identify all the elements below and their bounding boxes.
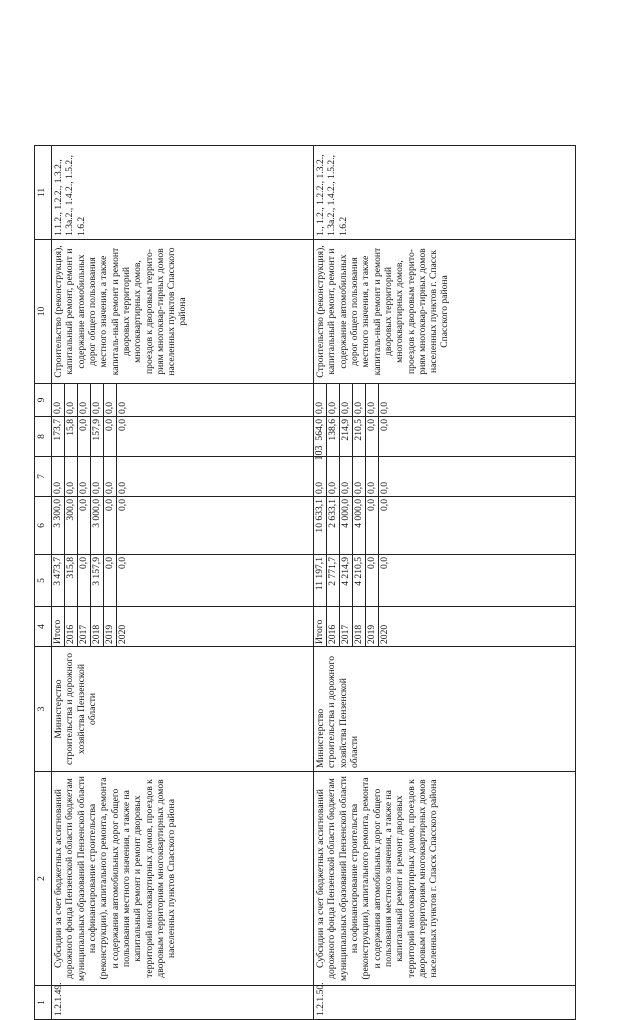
expected-result: Строительство (реконструкция), капитальный ремонт, ремонт и содержание автомобильных дорог общего пользования местного значения, а также капиталь-ный ремонт и ремонт дворовых территорий многоквартирных домов, проездов к дворовым террито-риям многоквар-тирных домов населенных пунктов г. Спасск Спасского района — [314, 240, 576, 384]
col9-value: 0,0 — [366, 384, 379, 416]
col7-value: 0,0 — [104, 457, 117, 496]
col9-value: 0,0 — [117, 402, 128, 414]
column-header: 1 — [35, 986, 52, 1020]
year-label: Итого — [52, 607, 65, 646]
column-header: 7 — [35, 457, 52, 497]
total-value: 0,0 — [366, 555, 379, 606]
col8-value: 0,0 — [117, 419, 128, 431]
col8-value: 564,0 — [314, 417, 327, 456]
col9-value: 0,0 — [379, 402, 390, 414]
col9-value: 0,0 — [65, 384, 78, 416]
col7-value: 0,0 — [353, 457, 366, 496]
column-header: 11 — [35, 146, 52, 240]
page-number: 103 — [314, 445, 325, 461]
col8-value: 0,0 — [366, 417, 379, 456]
col6-value: 0,0 — [117, 499, 128, 511]
activity-code: 1.2.1.49. — [52, 986, 314, 1020]
col6-value: 2 633,1 — [327, 497, 340, 554]
col7-value: 0,0 — [117, 482, 128, 494]
total-value: 315,8 — [65, 555, 78, 606]
column-header: 3 — [35, 647, 52, 772]
year-label: 2018 — [91, 607, 104, 646]
year-label: 2019 — [104, 607, 117, 646]
col6-value: 0,0 — [366, 497, 379, 554]
year-label: 2018 — [353, 607, 366, 646]
rotated-table-sheet — [34, 146, 578, 1020]
activity-description: Субсидии за счет бюджетных ассигнований дорожного фонда Пензенской области бюджетам муниципальных образований Пензенской области на софинансирование строительства (реконструкции), капитального ремонта, ремонта и содержания автомобильных дорог общего пользования местного значения, а также на капитальный ремонт и ремонт дворовых территорий многоквартирных домов, проездов к дворовым территориям многоквартирных домов населенных пунктов г. Спасск Спасского района — [314, 772, 576, 986]
col9-value: 0,0 — [327, 384, 340, 416]
col6-cell — [52, 497, 314, 555]
col7-cell — [52, 457, 314, 497]
col9-value: 0,0 — [52, 384, 65, 416]
col9-value: 0,0 — [353, 384, 366, 416]
col9-value: 0,0 — [340, 384, 353, 416]
table-row — [52, 146, 314, 1020]
column-header: 10 — [35, 240, 52, 384]
col7-value: 0,0 — [340, 457, 353, 496]
total-value: 2 771,7 — [327, 555, 340, 606]
year-label: 2016 — [327, 607, 340, 646]
years-cell — [52, 607, 314, 647]
table-row — [314, 146, 576, 1020]
col9-value: 0,0 — [104, 384, 117, 416]
col8-value: 0,0 — [379, 419, 390, 431]
executor-name: Министерство строительства и дорожного хозяйства Пензенской области — [52, 647, 314, 772]
year-label: 2020 — [379, 624, 390, 644]
col8-value: 214,9 — [340, 417, 353, 456]
column-header: 4 — [35, 607, 52, 647]
total-value: 0,0 — [117, 557, 128, 569]
total-value: 4 210,5 — [353, 555, 366, 606]
col9-cell — [314, 384, 576, 417]
col8-value: 0,0 — [78, 417, 91, 456]
col8-value: 15,8 — [65, 417, 78, 456]
expected-result: Строительство (реконструкция), капитальный ремонт, ремонт и содержание автомобильных дорог общего пользования местного значения, а также капиталь-ный ремонт и ремонт дворовых территорий многоквартирных домов, проездов к дворовым террито-риям многоквар-тирных домов населенных пунктов Спасского района — [52, 240, 314, 384]
col8-cell — [314, 417, 576, 457]
indicator-numbers: 1.1.2., 1.2.2., 1.3.2., 1.3а.2., 1.4.2., 1.5.2., 1.6.2 — [52, 146, 314, 240]
col7-value: 0,0 — [52, 457, 65, 496]
activity-code: 1.2.1.50. — [314, 986, 576, 1020]
col7-value: 0,0 — [366, 457, 379, 496]
total-value: 11 197,1 — [314, 555, 327, 606]
total-cell — [52, 555, 314, 607]
year-label: 2020 — [117, 624, 128, 644]
year-label: 2016 — [65, 607, 78, 646]
program-activities-table — [34, 145, 576, 1020]
col6-value: 3 000,0 — [91, 497, 104, 554]
col7-value: 0,0 — [91, 457, 104, 496]
total-value: 0,0 — [78, 555, 91, 606]
column-header: 9 — [35, 384, 52, 417]
year-label: Итого — [314, 607, 327, 646]
col6-value: 0,0 — [104, 497, 117, 554]
executor-name: Министерство строительства и дорожного хозяйства Пензенской области — [314, 647, 576, 772]
year-label: 2017 — [340, 607, 353, 646]
col8-value: 0,0 — [104, 417, 117, 456]
col9-value: 0,0 — [78, 384, 91, 416]
col6-value: 10 633,1 — [314, 497, 327, 554]
column-header: 6 — [35, 497, 52, 555]
col9-cell — [52, 384, 314, 417]
column-number-row — [35, 146, 52, 1020]
years-cell — [314, 607, 576, 647]
total-value: 3 157,9 — [91, 555, 104, 606]
column-header: 5 — [35, 555, 52, 607]
col8-value: 210,5 — [353, 417, 366, 456]
total-value: 0,0 — [379, 557, 390, 569]
col6-value: 4 000,0 — [353, 497, 366, 554]
col8-cell — [52, 417, 314, 457]
column-header: 2 — [35, 772, 52, 986]
year-label: 2017 — [78, 607, 91, 646]
col7-value: 0,0 — [65, 457, 78, 496]
indicator-numbers: 1., 1.2., 1.2.2., 1.3.2., 1.3а.2., 1.4.2., 1.5.2., 1.6.2 — [314, 146, 576, 240]
col9-value: 0,0 — [314, 384, 327, 416]
year-label: 2019 — [366, 607, 379, 646]
total-value: 4 214,9 — [340, 555, 353, 606]
col6-value: 300,0 — [65, 497, 78, 554]
col8-value: 138,6 — [327, 417, 340, 456]
col9-value: 0,0 — [91, 384, 104, 416]
column-header: 8 — [35, 417, 52, 457]
col6-value: 3 300,0 — [52, 497, 65, 554]
col6-value: 0,0 — [78, 497, 91, 554]
col6-cell — [314, 497, 576, 555]
col7-value: 0,0 — [78, 457, 91, 496]
col6-value: 0,0 — [379, 499, 390, 511]
activity-description: Субсидии за счет бюджетных ассигнований дорожного фонда Пензенской области бюджетам муниципальных образований Пензенской области на софинансирование строительства (реконструкции), капитального ремонта, ремонта и содержания автомобильных дорог общего пользования местного значения, а также на капитальный ремонт и ремонт дворовых территорий многоквартирных домов, проездов к дворовым территориям многоквартирных домов населенных пунктов Спасского района — [52, 772, 314, 986]
col6-value: 4 000,0 — [340, 497, 353, 554]
col8-value: 157,9 — [91, 417, 104, 456]
col8-value: 173,7 — [52, 417, 65, 456]
col7-value: 0,0 — [314, 457, 327, 496]
col7-cell — [314, 457, 576, 497]
total-value: 3 473,7 — [52, 555, 65, 606]
col7-value: 0,0 — [379, 482, 390, 494]
total-cell — [314, 555, 576, 607]
col7-value: 0,0 — [327, 457, 340, 496]
total-value: 0,0 — [104, 555, 117, 606]
